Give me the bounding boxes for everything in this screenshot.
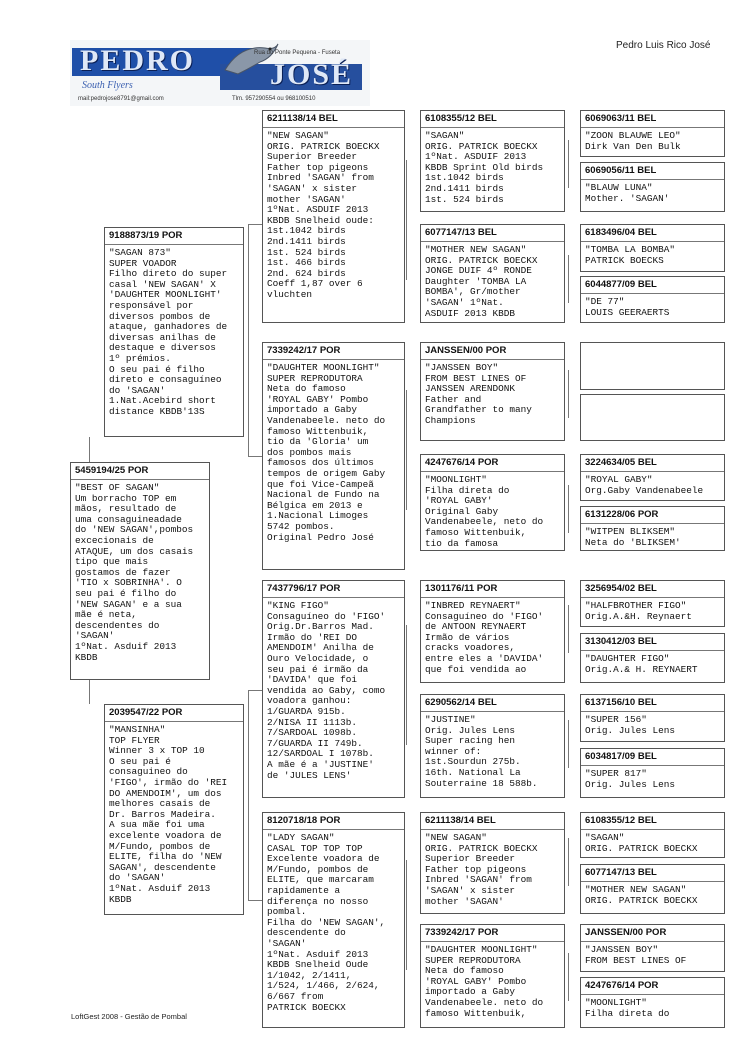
connector <box>248 456 262 457</box>
ring-number: 6034817/09 BEL <box>581 751 724 766</box>
ring-number: 6290562/14 BEL <box>421 697 564 712</box>
connector <box>406 860 407 970</box>
g3-card <box>420 812 565 914</box>
pigeon-description: "TOMBA LA BOMBA" PATRICK BOECKS <box>585 244 676 266</box>
pigeon-description: "DE 77" LOUIS GEERAERTS <box>585 296 670 318</box>
logo-email: mail:pedrojose8791@gmail.com <box>78 96 164 102</box>
owner-name: Pedro Luis Rico José <box>616 40 711 51</box>
dam-card <box>104 704 244 915</box>
pigeon-description: "SUPER 817" Orig. Jules Lens <box>585 768 676 790</box>
logo-address: Rua do Ponte Pequena - Fuseta <box>254 50 341 56</box>
ring-number: 3256954/02 BEL <box>581 583 724 598</box>
dam-dam-card <box>262 812 405 1028</box>
g4-card <box>580 110 725 157</box>
pigeon-description: "DAUGHTER MOONLIGHT" SUPER REPRODUTORA Neta do famoso 'ROYAL GABY' Pombo importado a Gaby Vandenabeele. neto do famoso Wittenbuik, tio da 'Gloria' um dos pombos mais famosos dos últimos tempos de origem Gaby que foi Vice-Campeã Nacional de Fundo na Bélgica em 2013 e 1.Nacional Limoges 5742 pombos. Original Pedro José <box>267 362 386 543</box>
kennel-logo <box>70 40 370 106</box>
pigeon-description: "LADY SAGAN" CASAL TOP TOP TOP Excelente voadora de M/Fundo, pombos de ELITE, que marcaram rapidamente a diferença no nosso pombal. Filha do 'NEW SAGAN', descendente do 'SAGAN' 1ºNat. Asduif 2013 KBDB Snelheid Oude 1/1042, 2/1411, 1/524, 1/466, 2/624, 6/667 from PATRICK BOECKX <box>267 832 386 1013</box>
logo-tagline: South Flyers <box>82 80 133 91</box>
subject-pigeon-card <box>70 462 210 680</box>
logo-word-pedro: PEDRO <box>80 44 195 77</box>
ring-number: 6077147/13 BEL <box>421 227 564 242</box>
pigeon-description: "BLAUW LUNA" Mother. 'SAGAN' <box>585 182 670 204</box>
connector <box>568 370 569 418</box>
footer-software: LoftGest 2008 - Gestão de Pombal <box>71 1012 187 1021</box>
g4-card <box>580 162 725 212</box>
g4-card <box>580 924 725 972</box>
ring-number: 3224634/05 BEL <box>581 457 724 472</box>
connector <box>406 390 407 510</box>
pigeon-description: "DAUGHTER MOONLIGHT" SUPER REPRODUTORA Neta do famoso 'ROYAL GABY' Pombo importado a Gaby Vandenabeele. neto do famoso Wittenbuik, <box>425 944 544 1019</box>
pigeon-description: "SAGAN 873" SUPER VOADOR Filho direto do super casal 'NEW SAGAN' X 'DAUGHTER MOONLIGHT' responsável por diversos pombos de ataque, ganhadores de diversas anilhas de destaque e diversos 1º prémios. O seu pai é filho direto e consaguíneo do 'SAGAN' 1.Nat.Acebird short distance KBDB'13S <box>109 247 228 417</box>
g4-card <box>580 864 725 914</box>
pigeon-description: "NEW SAGAN" ORIG. PATRICK BOECKX Superior Breeder Father top pigeons Inbred 'SAGAN' from 'SAGAN' x sister mother 'SAGAN' 1ºNat. ASDUIF 2013 KBDB Snelheid oude: 1st.1042 birds 2nd.1411 birds 1st. 524 birds 1st. 466 birds 2nd. 624 birds Coeff 1,87 over 6 vluchten <box>267 130 380 300</box>
connector <box>248 690 262 691</box>
ring-number: 7437796/17 POR <box>263 583 404 598</box>
pigeon-description: "ROYAL GABY" Org.Gaby Vandenabeele <box>585 474 704 496</box>
g4-card <box>580 812 725 858</box>
pigeon-description: "SAGAN" ORIG. PATRICK BOECKX 1ºNat. ASDUIF 2013 KBDB Sprint Old birds 1st.1042 birds 2nd.1411 birds 1st. 524 birds <box>425 130 544 205</box>
pigeon-description: "DAUGHTER FIGO" Orig.A.& H. REYNAERT <box>585 653 698 675</box>
pigeon-description: "NEW SAGAN" ORIG. PATRICK BOECKX Superior Breeder Father top pigeons Inbred 'SAGAN' from 'SAGAN' x sister mother 'SAGAN' <box>425 832 538 907</box>
g4-card-empty <box>580 394 725 441</box>
connector <box>568 838 569 886</box>
g4-card <box>580 506 725 551</box>
g4-card <box>580 276 725 323</box>
g4-card <box>580 977 725 1028</box>
pigeon-description: "KING FIGO" Consaguíneo do 'FIGO' Orig.Dr.Barros Mad. Irmão do 'REI DO AMENDOIM' Anilha de Ouro Velocidade, o seu pai é irmão da 'DAVIDA' que foi vendida ao Gaby, como voadora ganhou: 1/GUARDA 915b. 2/NISA II 1113b. 7/SARDOAL 1098b. 7/GUARDA II 749b. 12/SARDOAL I 1078b. A mãe é a 'JUSTINE' de 'JULES LENS' <box>267 600 386 781</box>
g4-card <box>580 580 725 627</box>
ring-number: 6211138/14 BEL <box>421 815 564 830</box>
connector <box>248 224 262 225</box>
connector <box>248 690 249 900</box>
pigeon-description: "ZOON BLAUWE LEO" Dirk Van Den Bulk <box>585 130 681 152</box>
sire-card <box>104 227 244 437</box>
pigeon-icon <box>220 40 280 80</box>
ring-number: 6137156/10 BEL <box>581 697 724 712</box>
ring-number: 6077147/13 BEL <box>581 867 724 882</box>
ring-number: 6108355/12 BEL <box>421 113 564 128</box>
pigeon-description: "MOTHER NEW SAGAN" ORIG. PATRICK BOECKX <box>585 884 698 906</box>
g3-card <box>420 224 565 323</box>
ring-number: 7339242/17 POR <box>421 927 564 942</box>
g4-card <box>580 694 725 742</box>
pigeon-description: "MOTHER NEW SAGAN" ORIG. PATRICK BOECKX JONGE DUIF 4º RONDE Daughter 'TOMBA LA BOMBA', Gr/mother 'SAGAN' 1ºNat. ASDUIF 2013 KBDB <box>425 244 538 319</box>
connector <box>248 900 262 901</box>
pigeon-description: "SUPER 156" Orig. Jules Lens <box>585 714 676 736</box>
connector <box>89 437 90 462</box>
pigeon-description: "JANSSEN BOY" FROM BEST LINES OF <box>585 944 687 966</box>
sire-dam-card <box>262 342 405 570</box>
g3-card <box>420 342 565 441</box>
g4-card <box>580 454 725 501</box>
ring-number: 8120718/18 POR <box>263 815 404 830</box>
dam-sire-card <box>262 580 405 798</box>
logo-word-jose: JOSÉ <box>270 58 354 91</box>
pigeon-description: "JANSSEN BOY" FROM BEST LINES OF JANSSEN ARENDONK Father and Grandfather to many Champions <box>425 362 532 426</box>
g3-card <box>420 580 565 683</box>
ring-number: 6069056/11 BEL <box>581 165 724 180</box>
sire-sire-card <box>262 110 405 323</box>
connector <box>568 140 569 188</box>
pigeon-description: "MOONLIGHT" Filha direta do 'ROYAL GABY' Original Gaby Vandenabeele, neto do famoso Wittenbuik, tio da famosa <box>425 474 544 549</box>
ring-number: 7339242/17 POR <box>263 345 404 360</box>
g3-card <box>420 924 565 1028</box>
connector <box>406 160 407 280</box>
ring-number: 6044877/09 BEL <box>581 279 724 294</box>
connector <box>568 485 569 533</box>
ring-number: JANSSEN/00 POR <box>421 345 564 360</box>
pigeon-description: "HALFBROTHER FIGO" Orig.A.&H. Reynaert <box>585 600 692 622</box>
ring-number: 9188873/19 POR <box>105 230 243 245</box>
pigeon-description: "BEST OF SAGAN" Um borracho TOP em mãos, resultado de uma consaguineadade do 'NEW SAGAN',pombos excecionais de ATAQUE, um dos casais tipo que mais gostamos de fazer 'TIO x SOBRINHA'. O seu pai é filho do 'NEW SAGAN' e a sua mãe é neta, descendentes do 'SAGAN' 1ºNat. Asduif 2013 KBDB <box>75 482 194 663</box>
ring-number: 1301176/11 POR <box>421 583 564 598</box>
g4-card-empty <box>580 342 725 390</box>
ring-number: 2039547/22 POR <box>105 707 243 722</box>
ring-number: 6183496/04 BEL <box>581 227 724 242</box>
pigeon-description: "WITPEN BLIKSEM" Neta do 'BLIKSEM' <box>585 526 681 548</box>
g4-card <box>580 224 725 272</box>
ring-number: 6108355/12 BEL <box>581 815 724 830</box>
connector <box>568 605 569 653</box>
connector <box>568 720 569 768</box>
g3-card <box>420 694 565 798</box>
ring-number: 6069063/11 BEL <box>581 113 724 128</box>
connector <box>248 224 249 456</box>
ring-number: 3130412/03 BEL <box>581 636 724 651</box>
pigeon-description: "MANSINHA" TOP FLYER Winner 3 x TOP 10 O seu pai é consaguineo do 'FIGO', irmão do 'REI DO AMENDOIM', um dos melhores casais de Dr. Barros Madeira. A sua mãe foi uma excelente voadora de M/Fundo, pombos de ELITE, filha do 'NEW SAGAN', descendente do 'SAGAN' 1ºNat. Asduif 2013 KBDB <box>109 724 228 905</box>
pigeon-description: "JUSTINE" Orig. Jules Lens Super racing hen winner of: 1st.Sourdun 275b. 16th. National La Souterraine 18 588b. <box>425 714 538 789</box>
ring-number: 6211138/14 BEL <box>263 113 404 128</box>
logo-phone: Tlm. 957290554 ou 968100510 <box>232 96 316 102</box>
g3-card <box>420 110 565 212</box>
g3-card <box>420 454 565 551</box>
ring-number: JANSSEN/00 POR <box>581 927 724 942</box>
g4-card <box>580 633 725 683</box>
pigeon-description: "MOONLIGHT" Filha direta do <box>585 997 670 1019</box>
ring-number: 6131228/06 POR <box>581 509 724 524</box>
ring-number: 5459194/25 POR <box>71 465 209 480</box>
connector <box>568 953 569 1001</box>
connector <box>406 625 407 745</box>
connector <box>89 680 90 704</box>
connector <box>568 255 569 303</box>
pigeon-description: "SAGAN" ORIG. PATRICK BOECKX <box>585 832 698 854</box>
g4-card <box>580 748 725 798</box>
pigeon-description: "INBRED REYNAERT" Consaguíneo do 'FIGO' de ANTOON REYNAERT Irmão de vários cracks voadores, entre eles a 'DAVIDA' que foi vendida ao <box>425 600 544 675</box>
ring-number: 4247676/14 POR <box>421 457 564 472</box>
ring-number: 4247676/14 POR <box>581 980 724 995</box>
